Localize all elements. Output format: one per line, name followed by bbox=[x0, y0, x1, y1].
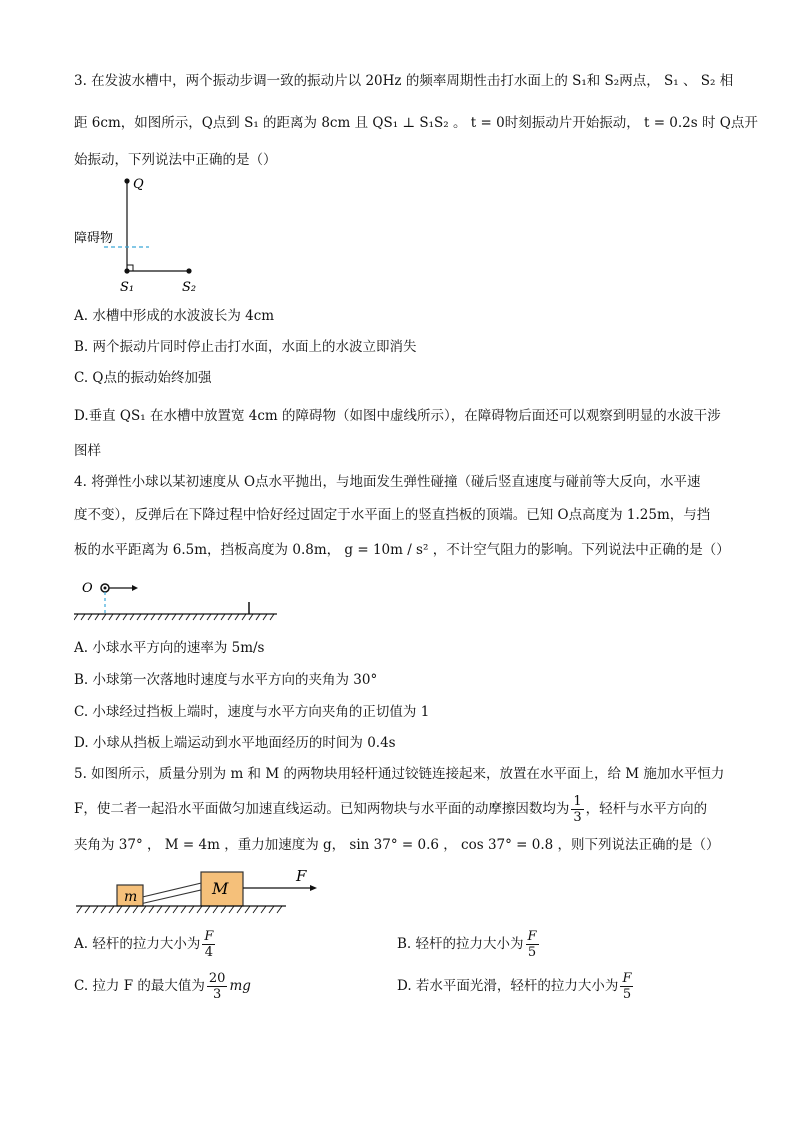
q4-option-d: D. 小球从挡板上端运动到水平地面经历的时间为 0.4s bbox=[74, 735, 396, 751]
q5-stem-line3: 夹角为 37° ， M = 4m ，重力加速度为 g， sin 37° = 0.6 ， cos 37° = 0.8 ，则下列说法正确的是（） bbox=[74, 837, 720, 853]
label-q: Q bbox=[133, 177, 144, 192]
q4-option-c: C. 小球经过挡板上端时，速度与水平方向夹角的正切值为 1 bbox=[74, 704, 430, 720]
label-M: M bbox=[212, 879, 229, 898]
point-q bbox=[124, 178, 129, 183]
q5-option-a-text: A. 轻杆的拉力大小为 bbox=[74, 936, 201, 952]
q3-stem-line1: 3. 在发波水槽中，两个振动步调一致的振动片以 20Hz 的频率周期性击打水面上的 S₁和 S₂两点， S₁ 、 S₂ 相 bbox=[74, 73, 734, 89]
friction-coefficient-fraction bbox=[571, 794, 583, 825]
q3-option-a: A. 水槽中形成的水波波长为 4cm bbox=[74, 308, 275, 324]
fraction-denominator: 3 bbox=[213, 987, 222, 1002]
q5-option-c-suffix: mg bbox=[229, 978, 251, 994]
fraction-numerator: 20 bbox=[208, 971, 226, 986]
q5-option-c-text: C. 拉力 F 的最大值为 bbox=[74, 978, 205, 994]
point-s1 bbox=[124, 268, 129, 273]
q3-figure bbox=[70, 170, 210, 300]
label-F: F bbox=[296, 867, 307, 885]
q5-option-a bbox=[74, 926, 217, 962]
q4-stem-line3: 板的水平距离为 6.5m，挡板高度为 0.8m， g = 10m / s² ，不计空气阻力的影响。下列说法中正确的是（） bbox=[74, 542, 730, 558]
q4-stem-line2: 度不变），反弹后在下降过程中恰好经过固定于水平面上的竖直挡板的顶端。已知 O点高度为 1.25m，与挡 bbox=[74, 507, 711, 523]
fraction-numerator: F bbox=[622, 971, 632, 986]
q5-figure bbox=[74, 860, 324, 920]
q5-option-d-fraction bbox=[620, 971, 633, 1002]
q4-figure bbox=[74, 572, 284, 622]
q5-option-a-fraction bbox=[202, 929, 215, 960]
label-obstacle: 障碍物 bbox=[74, 231, 114, 246]
label-s2: S₂ bbox=[182, 280, 197, 295]
q5-option-b-fraction bbox=[526, 929, 539, 960]
q4-option-b: B. 小球第一次落地时速度与水平方向的夹角为 30° bbox=[74, 672, 378, 688]
q5-option-b bbox=[397, 926, 541, 962]
q3-stem-line2: 距 6cm，如图所示，Q点到 S₁ 的距离为 8cm 且 QS₁ ⊥ S₁S₂ 。 t = 0时刻振动片开始振动， t = 0.2s 时 Q点开 bbox=[74, 115, 758, 131]
q5-option-b-text: B. 轻杆的拉力大小为 bbox=[397, 936, 524, 952]
label-m: m bbox=[124, 889, 138, 905]
mu-denominator: 3 bbox=[573, 810, 582, 825]
q5-stem-line1: 5. 如图所示，质量分别为 m 和 M 的两物块用轻杆通过铰链连接起来，放置在水平面上，给 M 施加水平恒力 bbox=[74, 766, 725, 782]
q4-option-a: A. 小球水平方向的速率为 5m/s bbox=[74, 640, 265, 656]
q5-line2-pre: F，使二者一起沿水平面做匀加速直线运动。已知两物块与水平面的动摩擦因数均为 bbox=[74, 801, 570, 817]
q3-option-d-line1: D.垂直 QS₁ 在水槽中放置宽 4cm 的障碍物（如图中虚线所示），在障碍物后面还可以观察到明显的水波干涉 bbox=[74, 408, 721, 424]
label-s1: S₁ bbox=[120, 280, 135, 295]
fraction-numerator: F bbox=[527, 929, 537, 944]
q4-stem-line1: 4. 将弹性小球以某初速度从 O点水平抛出，与地面发生弹性碰撞（碰后竖直速度与碰前等大反向，水平速 bbox=[74, 474, 701, 490]
fraction-denominator: 5 bbox=[527, 945, 537, 960]
q5-option-d bbox=[397, 968, 635, 1004]
fraction-denominator: 5 bbox=[622, 987, 632, 1002]
q5-stem-line2 bbox=[74, 791, 707, 827]
q3-stem-line3: 始振动，下列说法中正确的是（） bbox=[74, 152, 277, 168]
q5-line2-post: ，轻杆与水平方向的 bbox=[585, 801, 708, 817]
q3-option-c: C. Q点的振动始终加强 bbox=[74, 370, 212, 386]
q5-option-d-text: D. 若水平面光滑，轻杆的拉力大小为 bbox=[397, 978, 619, 994]
fraction-numerator: F bbox=[204, 929, 214, 944]
q5-option-c bbox=[74, 968, 251, 1004]
q3-option-d-line2: 图样 bbox=[74, 443, 101, 459]
point-s2 bbox=[186, 268, 191, 273]
q5-option-c-fraction bbox=[207, 971, 228, 1002]
label-o: O bbox=[82, 581, 93, 596]
q3-option-b: B. 两个振动片同时停止击打水面，水面上的水波立即消失 bbox=[74, 339, 417, 355]
fraction-denominator: 4 bbox=[204, 945, 213, 960]
mu-numerator: 1 bbox=[573, 794, 582, 809]
